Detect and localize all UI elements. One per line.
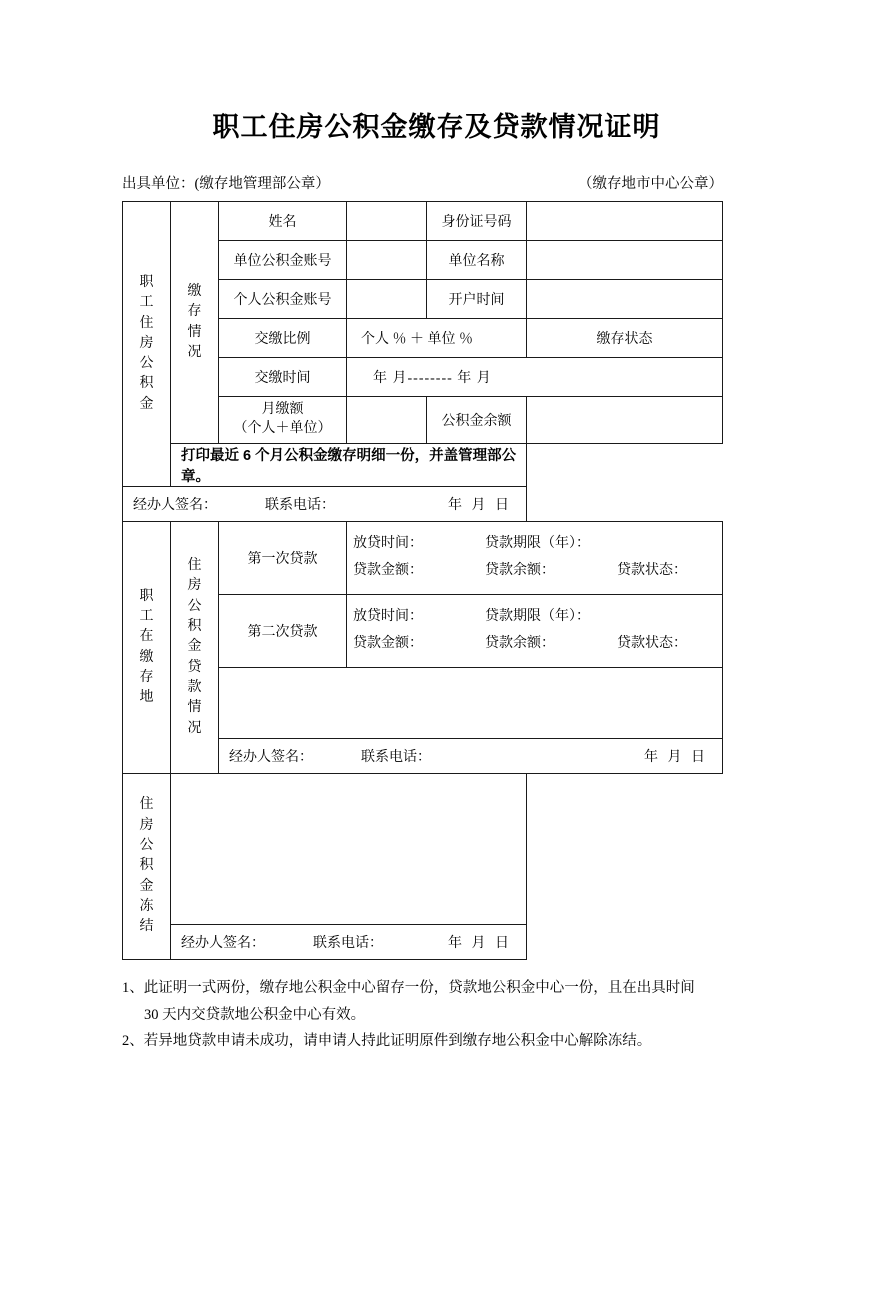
freeze-date-label[interactable]: 年 月 日 [448,936,512,951]
ratio-label: 交缴比例 [219,319,347,358]
deposit-operator-label[interactable]: 经办人签名： [133,498,217,513]
ratio-value[interactable]: 个人 ％ ＋ 单位 ％ [347,319,527,358]
deposit-status-label: 缴存状态 [527,319,723,358]
loan-section-vlabel-left: 职 工 在 缴 存 地 [123,522,171,774]
loan-signature-row [219,739,723,774]
table-row [123,202,723,241]
note-1-line-2: 30 天内交贷款地公积金中心有效。 [144,1006,366,1023]
open-time-value[interactable] [527,280,723,319]
loan1-release-time-label[interactable]: 放贷时间： [353,536,423,552]
open-time-label: 开户时间 [427,280,527,319]
pay-time-value[interactable]: 年 月-------- 年 月 [347,358,723,397]
freeze-section-vlabel: 住 房 公 积 金 冻 结 [123,774,171,960]
document-page [0,105,873,1305]
footer-notes [122,976,762,1054]
loan-second-fields [347,595,723,668]
freeze-phone-label[interactable]: 联系电话： [313,936,383,951]
name-label: 姓名 [219,202,347,241]
freeze-signature-row [171,925,527,960]
note-1-line-1: 1、此证明一式两份，缴存地公积金中心留存一份，贷款地公积金中心一份，且在出具时间 [122,980,695,996]
issuer-center-seal-label: （缴存地市中心公章） [578,176,723,192]
loan-blank-area[interactable] [219,668,723,739]
loan-first-label: 第一次贷款 [219,522,347,595]
monthly-amount-label-line1: 月缴额 [261,402,304,418]
deposit-signature-row [123,487,527,522]
unit-account-label: 单位公积金账号 [219,241,347,280]
loan1-amount-label[interactable]: 贷款金额： [353,563,423,578]
monthly-amount-label-line2: （个人＋单位） [233,421,332,436]
freeze-blank-area[interactable] [171,774,527,925]
issuer-unit-label: 出具单位：(缴存地管理部公章） [122,176,330,192]
loan2-release-time-label[interactable]: 放贷时间： [353,609,423,625]
loan1-status-label[interactable]: 贷款状态： [617,563,687,578]
table-row [123,774,723,925]
id-number-value[interactable] [527,202,723,241]
loan2-balance-label[interactable]: 贷款余额： [485,636,555,651]
loan1-term-label[interactable]: 贷款期限（年）： [485,536,590,552]
note-2: 2、若异地贷款申请未成功，请申请人持此证明原件到缴存地公积金中心解除冻结。 [122,1033,652,1050]
deposit-section-vlabel-right: 缴 存 情 况 [171,202,219,444]
issuer-row [0,172,873,193]
table-row [123,487,723,522]
unit-name-value[interactable] [527,241,723,280]
loan-operator-label[interactable]: 经办人签名： [229,750,313,765]
loan-phone-label[interactable]: 联系电话： [361,750,431,765]
loan2-term-label[interactable]: 贷款期限（年）： [485,609,590,625]
freeze-operator-label[interactable]: 经办人签名： [181,936,265,951]
id-number-label: 身份证号码 [427,202,527,241]
certificate-table [122,201,723,960]
table-row [123,925,723,960]
monthly-amount-value[interactable] [347,397,427,444]
loan1-balance-label[interactable]: 贷款余额： [485,563,555,578]
table-row [123,444,723,487]
page-title: 职工住房公积金缴存及贷款情况证明 [212,112,661,142]
loan-second-label: 第二次贷款 [219,595,347,668]
deposit-section-vlabel-left: 职 工 住 房 公 积 金 [123,202,171,487]
unit-name-label: 单位名称 [427,241,527,280]
loan2-status-label[interactable]: 贷款状态： [617,636,687,651]
loan-section-vlabel-right: 住 房 公 积 金 贷 款 情 况 [171,522,219,774]
personal-account-value[interactable] [347,280,427,319]
unit-account-value[interactable] [347,241,427,280]
monthly-amount-label [219,397,347,444]
fund-balance-value[interactable] [527,397,723,444]
deposit-date-label[interactable]: 年 月 日 [448,498,512,513]
loan-date-label[interactable]: 年 月 日 [644,750,708,765]
table-row [123,522,723,595]
fund-balance-label: 公积金余额 [427,397,527,444]
print-detail-note: 打印最近 6 个月公积金缴存明细一份，并盖管理部公章。 [171,444,527,487]
personal-account-label: 个人公积金账号 [219,280,347,319]
pay-time-label: 交缴时间 [219,358,347,397]
loan-first-fields [347,522,723,595]
name-value[interactable] [347,202,427,241]
loan2-amount-label[interactable]: 贷款金额： [353,636,423,651]
deposit-phone-label[interactable]: 联系电话： [265,498,335,513]
